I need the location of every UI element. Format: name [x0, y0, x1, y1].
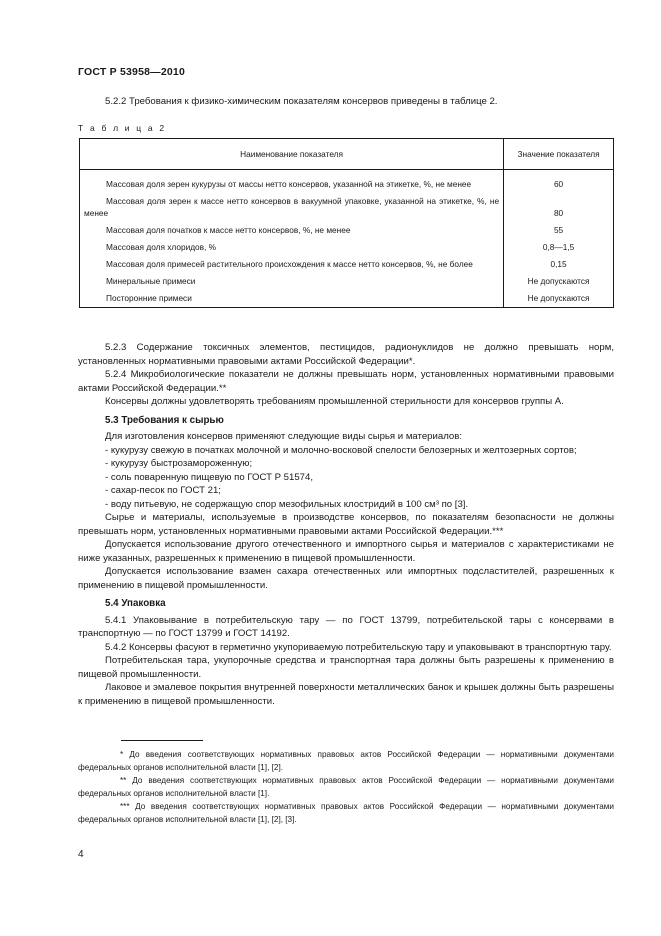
paragraph-packaging-approval: Потребительская тара, укупорочные средства и транспортная тара должны быть разрешены к применению в пищевой промышленности.	[78, 655, 614, 680]
paragraph-5-2-2: 5.2.2 Требования к физико-химическим показателям консервов приведены в таблице 2.	[105, 96, 498, 107]
row-value: Не допускаются	[504, 273, 614, 290]
row-value: 0,8—1,5	[504, 239, 614, 256]
list-item: - сахар-песок по ГОСТ 21;	[105, 485, 221, 496]
paragraph-coating-approval: Лаковое и эмалевое покрытия внутренней поверхности металлических банок и крышек должны быть разрешены к применению в пищевой промышленности.	[78, 682, 614, 707]
row-name: Посторонние примеси	[80, 290, 504, 308]
section-heading-5-3: 5.3 Требования к сырью	[105, 414, 224, 426]
list-item: - кукурузу свежую в початках молочной и молочно-восковой спелости белозерных и желтозерных сортов;	[105, 444, 577, 456]
paragraph-5-2-3: 5.2.3 Содержание токсичных элементов, пестицидов, радионуклидов не должно превышать норм, установленных нормативными правовыми актами Российской Федерации*.	[78, 342, 614, 367]
paragraph-5-4-1: 5.4.1 Упаковывание в потребительскую тару — по ГОСТ 13799, потребительской тары с консервами в транспортную — по ГОСТ 13799 и ГОСТ 14192.	[78, 614, 614, 639]
table-row	[80, 222, 614, 239]
footnotes	[78, 749, 614, 826]
row-value: 55	[504, 222, 614, 239]
list-item: - кукурузу быстрозамороженную;	[105, 458, 253, 469]
table-row	[80, 239, 614, 256]
paragraph-5-2-4: 5.2.4 Микробиологические показатели не должны превышать норм, установленных нормативными правовыми актами Российской Федерации.**	[78, 369, 614, 394]
footnote: * До введения соответствующих нормативных правовых актов Российской Федерации — нормативными документами федеральных органов исполнительной власти [1], [2].	[78, 750, 614, 772]
row-value: Не допускаются	[504, 290, 614, 308]
table-header-row	[80, 139, 614, 170]
document-header: ГОСТ Р 53958—2010	[78, 66, 186, 78]
table-row	[80, 170, 614, 194]
section-heading-5-4: 5.4 Упаковка	[105, 598, 166, 609]
row-name: Массовая доля зерен кукурузы от массы нетто консервов, указанной на этикетке, %, не менее	[80, 170, 504, 194]
physico-chemical-table	[79, 138, 614, 308]
row-name: Минеральные примеси	[80, 273, 504, 290]
row-name: Массовая доля початков к массе нетто консервов, %, не менее	[80, 222, 504, 239]
paragraph-sterility: Консервы должны удовлетворять требованиям промышленной стерильности для консервов группы А.	[105, 396, 564, 407]
paragraph-safety: Сырье и материалы, используемые в производстве консервов, по показателям безопасности не должны превышать норм, установленных нормативными правовыми актами Российской Федерации.***	[78, 512, 614, 537]
table-row	[80, 256, 614, 273]
footnote-divider	[121, 740, 203, 741]
footnote: ** До введения соответствующих нормативных правовых актов Российской Федерации — нормативными документами федеральных органов исполнительной власти [1].	[78, 776, 614, 798]
list-item: - воду питьевую, не содержащую спор мезофильных клостридий в 100 см³ по [3].	[105, 498, 469, 510]
row-value: 60	[504, 170, 614, 194]
row-value: 80	[504, 193, 614, 222]
paragraph-raw-materials-intro: Для изготовления консервов применяют следующие виды сырья и материалов:	[105, 431, 462, 442]
table-row	[80, 193, 614, 222]
table-row	[80, 273, 614, 290]
table-caption: Т а б л и ц а 2	[78, 123, 167, 133]
row-name: Массовая доля примесей растительного происхождения к массе нетто консервов, %, не более	[80, 256, 504, 273]
row-name: Массовая доля хлоридов, %	[80, 239, 504, 256]
main-text	[78, 341, 614, 708]
paragraph-other-materials: Допускается использование другого отечественного и импортного сырья и материалов с характеристиками не ниже указанных, разрешенных к применению в пищевой промышленности.	[78, 539, 614, 564]
page-number: 4	[78, 849, 84, 860]
column-header-value: Значение показателя	[504, 139, 614, 170]
list-item: - соль поваренную пищевую по ГОСТ Р 51574,	[105, 471, 314, 483]
intro-block	[78, 95, 614, 109]
paragraph-5-4-2: 5.4.2 Консервы фасуют в герметично укупориваемую потребительскую тару и упаковывают в транспортную тару.	[105, 641, 612, 653]
paragraph-sweeteners: Допускается использование взамен сахара отечественных или импортных подсластителей, разрешенных к применению в пищевой промышленности.	[78, 566, 614, 591]
row-value: 0,15	[504, 256, 614, 273]
footnote: *** До введения соответствующих нормативных правовых актов Российской Федерации — нормативными документами федеральных органов исполнительной власти [1], [2], [3].	[78, 802, 614, 824]
row-name: Массовая доля зерен к массе нетто консервов в вакуумной упаковке, указанной на этикетке, %, не менее	[80, 193, 504, 222]
table-row	[80, 290, 614, 308]
column-header-name: Наименование показателя	[80, 139, 504, 170]
